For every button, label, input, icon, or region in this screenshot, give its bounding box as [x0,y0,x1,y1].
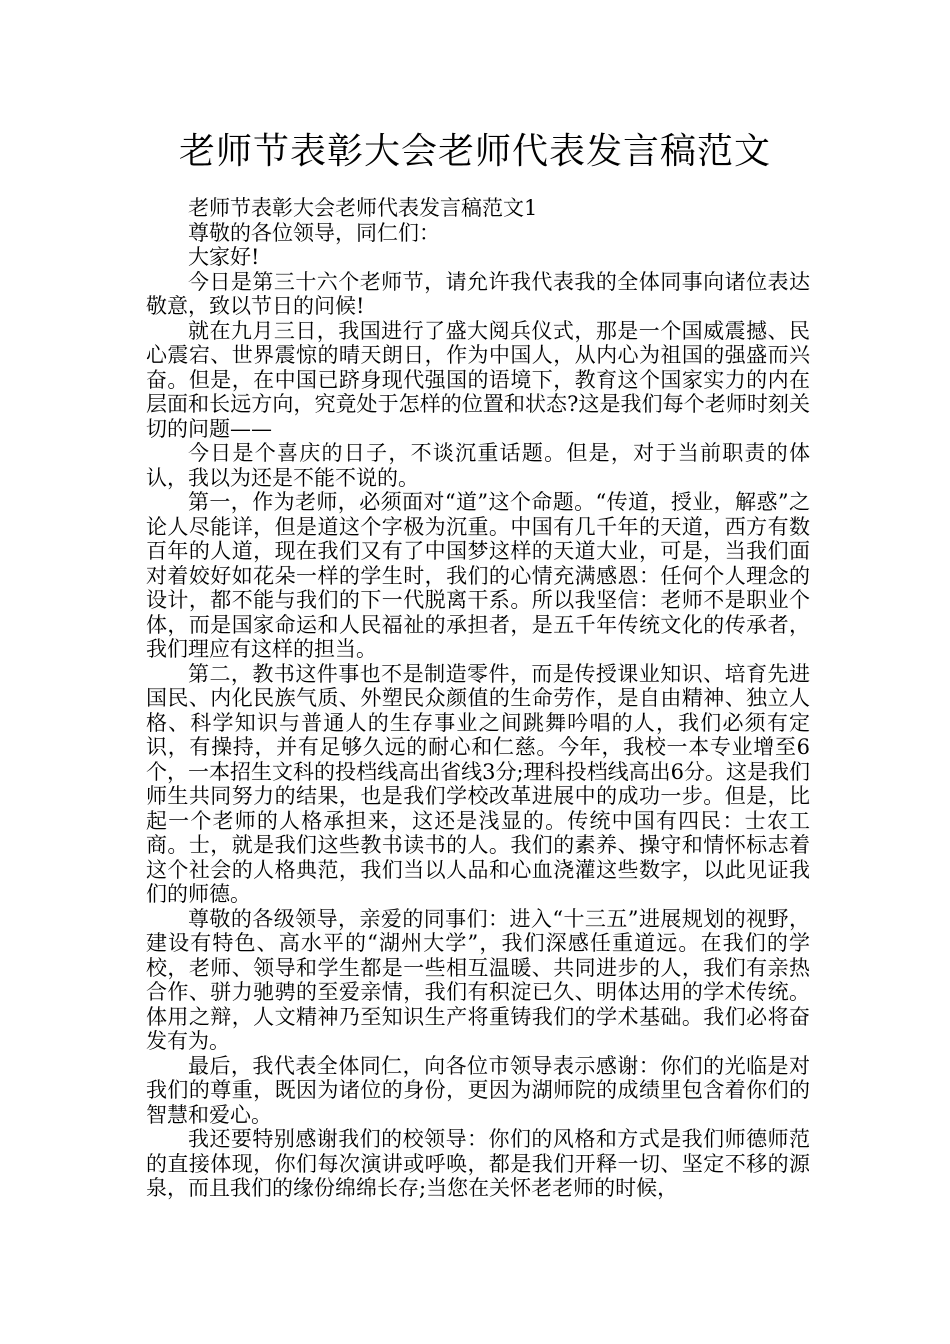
paragraph: 尊敬的各级领导，亲爱的同事们：进入“十三五”进展规划的视野，建设有特色、高水平的“湖州大学”，我们深感任重道远。在我们的学校，老师、领导和学生都是一些相互温暖、共同进步的人，我们有亲热合作、骈力驰骋的至爱亲情，我们有积淀已久、明体达用的学术传统。体用之辩，人文精神乃至知识生产将重铸我们的学术基础。我们必将奋发有为。 [146,906,810,1053]
greeting: 大家好! [188,245,260,269]
paragraph: 今日是个喜庆的日子，不谈沉重话题。但是，对于当前职责的体认，我以为还是不能不说的。 [146,441,810,490]
salutation: 尊敬的各位领导，同仁们： [188,220,440,245]
paragraph: 我还要特别感谢我们的校领导：你们的风格和方式是我们师德师范的直接体现，你们每次演讲或呼唤，都是我们开释一切、坚定不移的源泉，而且我们的缘份绵绵长存;当您在关怀老老师的时候， [146,1127,810,1200]
paragraph: 最后，我代表全体同仁，向各位市领导表示感谢：你们的光临是对我们的尊重，既因为诸位的身份，更因为湖师院的成绩里包含着你们的智慧和爱心。 [146,1053,810,1127]
subtitle-line: 老师节表彰大会老师代表发言稿范文1 [188,196,538,220]
document-title: 老师节表彰大会老师代表发言稿范文 [178,131,771,172]
paragraph: 就在九月三日，我国进行了盛大阅兵仪式，那是一个国威震撼、民心震宕、世界震惊的晴天朗日，作为中国人，从内心为祖国的强盛而兴奋。但是，在中国已跻身现代强国的语境下，教育这个国家实力的内在层面和长远方向，究竟处于怎样的位置和状态?这是我们每个老师时刻关切的问题—— [146,318,810,441]
paragraph: 今日是第三十六个老师节，请允许我代表我的全体同事向诸位表达敬意，致以节日的问候! [146,269,810,318]
document-body [146,196,810,1201]
paragraph: 第二，教书这件事也不是制造零件，而是传授课业知识、培育先进国民、内化民族气质、外塑民众颜值的生命劳作，是自由精神、独立人格、科学知识与普通人的生存事业之间跳舞吟唱的人，我们必须有定识，有操持，并有足够久远的耐心和仁慈。今年，我校一本专业增至6个，一本招生文科的投档线高出省线3分;理科投档线高出6分。这是我们师生共同努力的结果，也是我们学校改革进展中的成功一步。但是，比起一个老师的人格承担来，这还是浅显的。传统中国有四民：士农工商。士，就是我们这些教书读书的人。我们的素养、操守和情怀标志着这个社会的人格典范，我们当以人品和心血浇灌这些数字，以此见证我们的师德。 [146,661,810,906]
paragraph: 第一，作为老师，必须面对“道”这个命题。“传道，授业，解惑”之论人尽能详，但是道这个字极为沉重。中国有几千年的天道，西方有数百年的人道，现在我们又有了中国梦这样的天道大业，可是，当我们面对着姣好如花朵一样的学生时，我们的心情充满感恩：任何个人理念的设计，都不能与我们的下一代脱离干系。所以我坚信：老师不是职业个体，而是国家命运和人民福祉的承担者，是五千年传统文化的传承者，我们理应有这样的担当。 [146,490,810,661]
